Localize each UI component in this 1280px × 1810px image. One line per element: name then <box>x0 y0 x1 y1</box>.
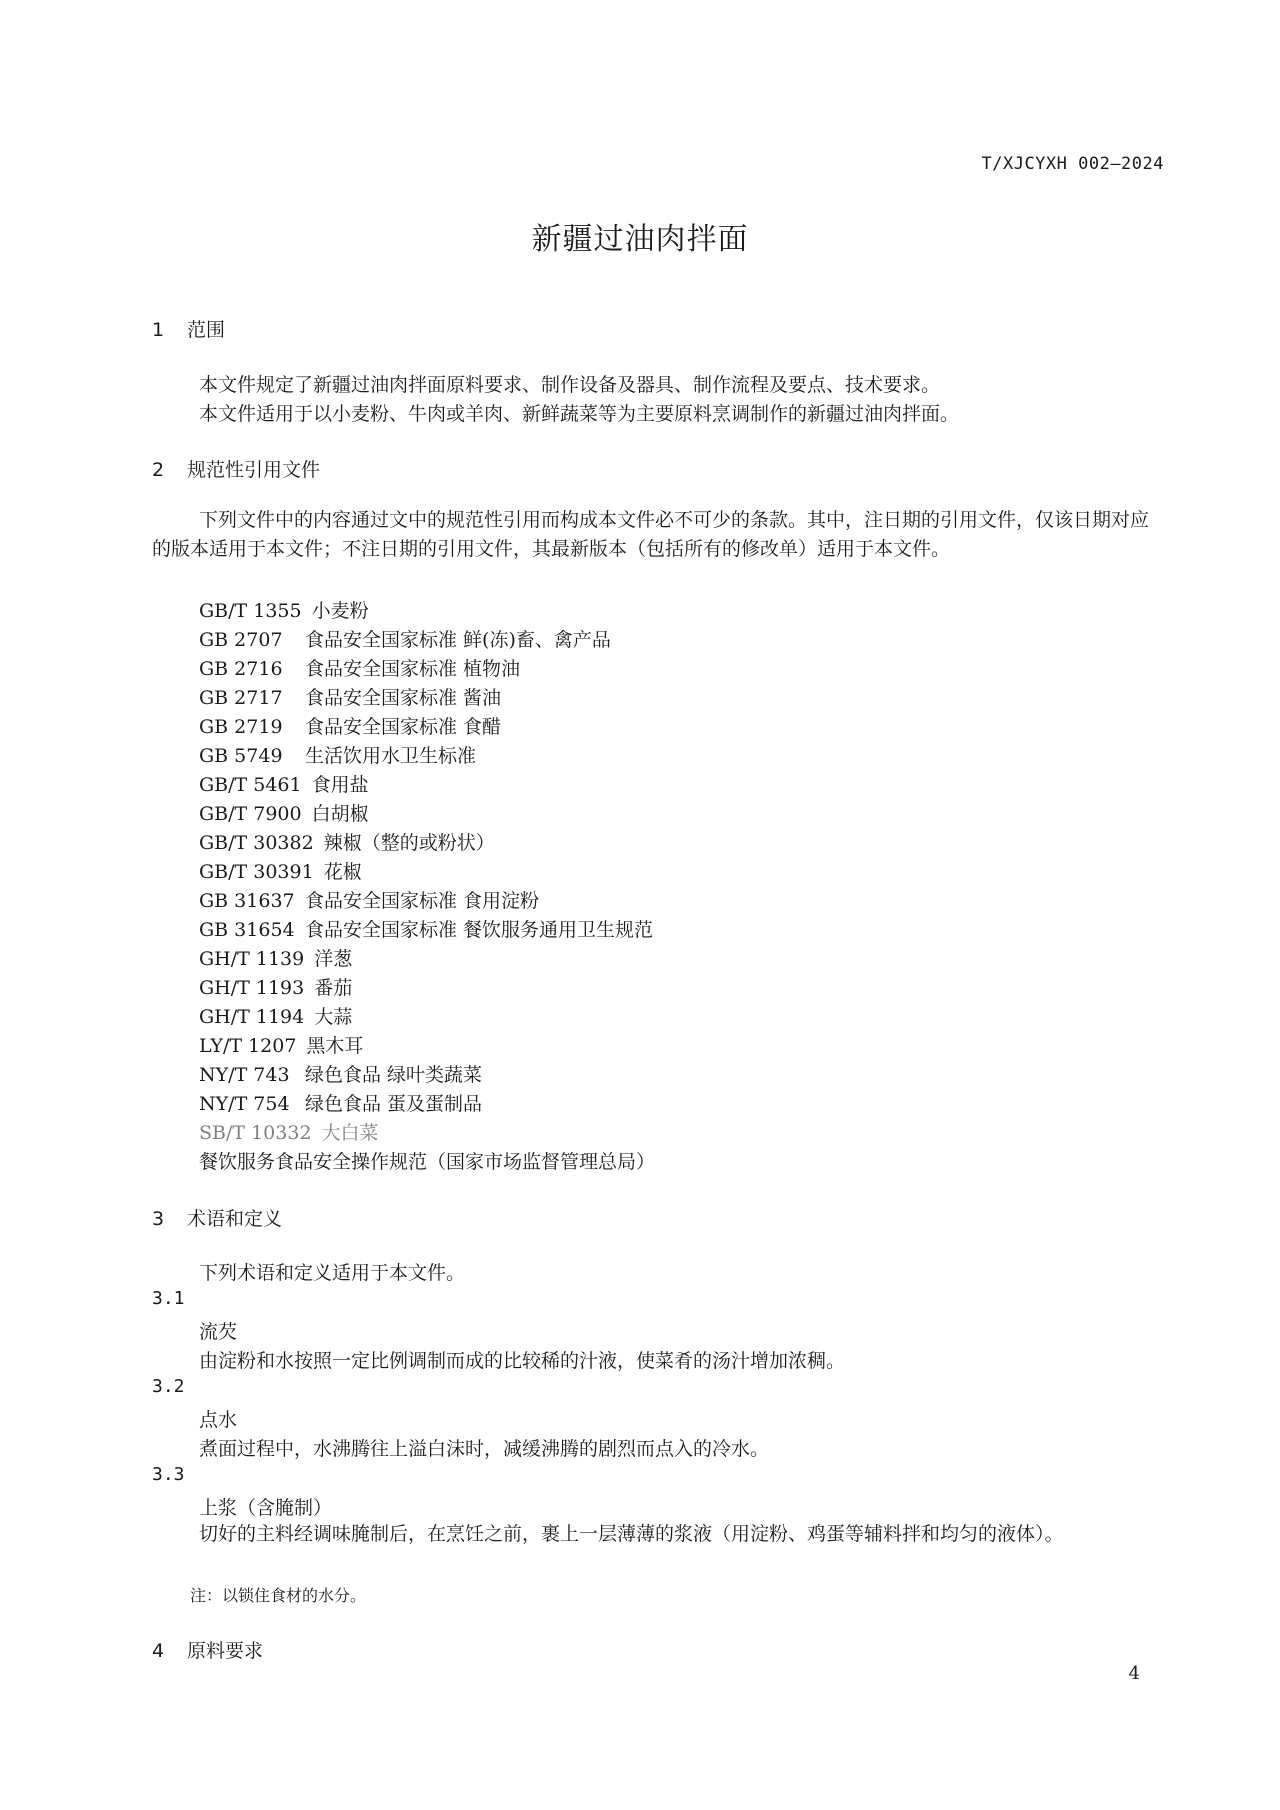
reference-name: 大蒜 <box>314 1006 353 1028</box>
section-number: 4 <box>152 1640 165 1662</box>
section-number: 3 <box>152 1208 165 1230</box>
term-number: 3.3 <box>152 1464 185 1485</box>
reference-item <box>199 944 352 971</box>
reference-name: 生活饮用水卫生标准 <box>305 745 477 767</box>
reference-item <box>199 1089 482 1116</box>
reference-item <box>199 712 501 739</box>
reference-code: GB/T 30391 <box>199 861 314 883</box>
reference-code: GB 2716 <box>199 658 283 680</box>
reference-item <box>199 683 501 710</box>
reference-code: GB/T 7900 <box>199 803 302 825</box>
terms-intro: 下列术语和定义适用于本文件。 <box>199 1262 466 1284</box>
reference-extra: 餐饮服务食品安全操作规范（国家市场监督管理总局） <box>199 1151 656 1173</box>
reference-code: GB 5749 <box>199 745 283 767</box>
section-number: 2 <box>152 459 165 481</box>
reference-name: 食品安全国家标准 酱油 <box>305 687 502 709</box>
page-number: 4 <box>1128 1663 1140 1684</box>
section-title: 范围 <box>187 319 226 341</box>
reference-code: GH/T 1139 <box>199 948 305 970</box>
reference-code: GB/T 5461 <box>199 774 302 796</box>
reference-item <box>199 799 369 826</box>
reference-name: 番茄 <box>314 977 353 999</box>
term-number: 3.2 <box>152 1376 185 1397</box>
reference-item <box>199 915 653 942</box>
reference-code: GH/T 1193 <box>199 977 305 999</box>
scope-paragraph-1: 本文件规定了新疆过油肉拌面原料要求、制作设备及器具、制作流程及要点、技术要求。 <box>199 374 941 396</box>
reference-code: GB 2707 <box>199 629 283 651</box>
reference-code: GB 31637 <box>199 890 295 912</box>
reference-name: 食品安全国家标准 餐饮服务通用卫生规范 <box>305 919 654 941</box>
section-number: 1 <box>152 319 165 341</box>
reference-item <box>199 1060 482 1087</box>
reference-item <box>199 857 362 884</box>
term-number: 3.1 <box>152 1288 185 1309</box>
reference-code: GH/T 1194 <box>199 1006 305 1028</box>
section-heading-terms <box>152 1204 282 1231</box>
reference-name: 食用盐 <box>311 774 369 796</box>
term-definition: 煮面过程中，水沸腾往上溢白沫时，减缓沸腾的剧烈而点入的冷水。 <box>199 1438 770 1460</box>
reference-item <box>199 596 369 623</box>
reference-name: 洋葱 <box>314 948 353 970</box>
reference-item <box>199 741 476 768</box>
reference-code: NY/T 754 <box>199 1093 290 1115</box>
term-name: 上浆（含腌制） <box>199 1497 333 1519</box>
reference-name: 绿色食品 蛋及蛋制品 <box>305 1093 483 1115</box>
section-title: 规范性引用文件 <box>187 459 321 481</box>
reference-name: 食品安全国家标准 植物油 <box>305 658 521 680</box>
term-definition: 切好的主料经调味腌制后，在烹饪之前，裹上一层薄薄的浆液（用淀粉、鸡蛋等辅料拌和均匀的液体）。 <box>199 1523 1064 1545</box>
reference-code: GB 2719 <box>199 716 283 738</box>
reference-item <box>199 625 611 652</box>
term-name: 流芡 <box>199 1321 238 1343</box>
reference-code: LY/T 1207 <box>199 1035 297 1057</box>
reference-item <box>199 973 352 1000</box>
reference-code: NY/T 743 <box>199 1064 290 1086</box>
reference-name: 花椒 <box>323 861 362 883</box>
term-definition: 由淀粉和水按照一定比例调制而成的比较稀的汁液，使菜肴的汤汁增加浓稠。 <box>199 1350 846 1372</box>
section-title: 术语和定义 <box>187 1208 283 1230</box>
reference-code: GB 2717 <box>199 687 283 709</box>
reference-name: 小麦粉 <box>311 600 369 622</box>
reference-name: 辣椒（整的或粉状） <box>323 832 495 854</box>
reference-code: GB/T 30382 <box>199 832 314 854</box>
reference-item <box>199 1031 363 1058</box>
references-intro: 下列文件中的内容通过文中的规范性引用而构成本文件必不可少的条款。其中，注日期的引用文件，仅该日期对应的版本适用于本文件；不注日期的引用文件，其最新版本（包括所有的修改单）适用于本文件。 <box>152 509 1150 560</box>
reference-item <box>199 1118 379 1145</box>
reference-name: 食品安全国家标准 食用淀粉 <box>305 890 540 912</box>
reference-item <box>199 828 495 855</box>
reference-item <box>199 886 539 913</box>
scope-paragraph-2: 本文件适用于以小麦粉、牛肉或羊肉、新鲜蔬菜等为主要原料烹调制作的新疆过油肉拌面。 <box>199 403 960 425</box>
reference-name: 大白菜 <box>321 1122 379 1144</box>
reference-name: 白胡椒 <box>311 803 369 825</box>
term-note: 注：以锁住食材的水分。 <box>190 1586 367 1605</box>
reference-code: GB 31654 <box>199 919 295 941</box>
reference-item <box>199 1002 352 1029</box>
reference-name: 食品安全国家标准 鲜(冻)畜、禽产品 <box>305 629 611 651</box>
section-heading-normative-references <box>152 455 320 482</box>
reference-item <box>199 654 520 681</box>
section-title: 原料要求 <box>187 1640 264 1662</box>
term-name: 点水 <box>199 1409 238 1431</box>
document-title: 新疆过油肉拌面 <box>531 222 749 257</box>
section-heading-raw-materials <box>152 1636 263 1663</box>
section-heading-scope <box>152 315 225 342</box>
reference-item <box>199 770 369 797</box>
reference-name: 绿色食品 绿叶类蔬菜 <box>305 1064 483 1086</box>
reference-name: 食品安全国家标准 食醋 <box>305 716 502 738</box>
document-code: T/XJCYXH 002—2024 <box>981 154 1164 174</box>
reference-name: 黑木耳 <box>306 1035 364 1057</box>
reference-code: GB/T 1355 <box>199 600 302 622</box>
reference-code: SB/T 10332 <box>199 1122 312 1144</box>
